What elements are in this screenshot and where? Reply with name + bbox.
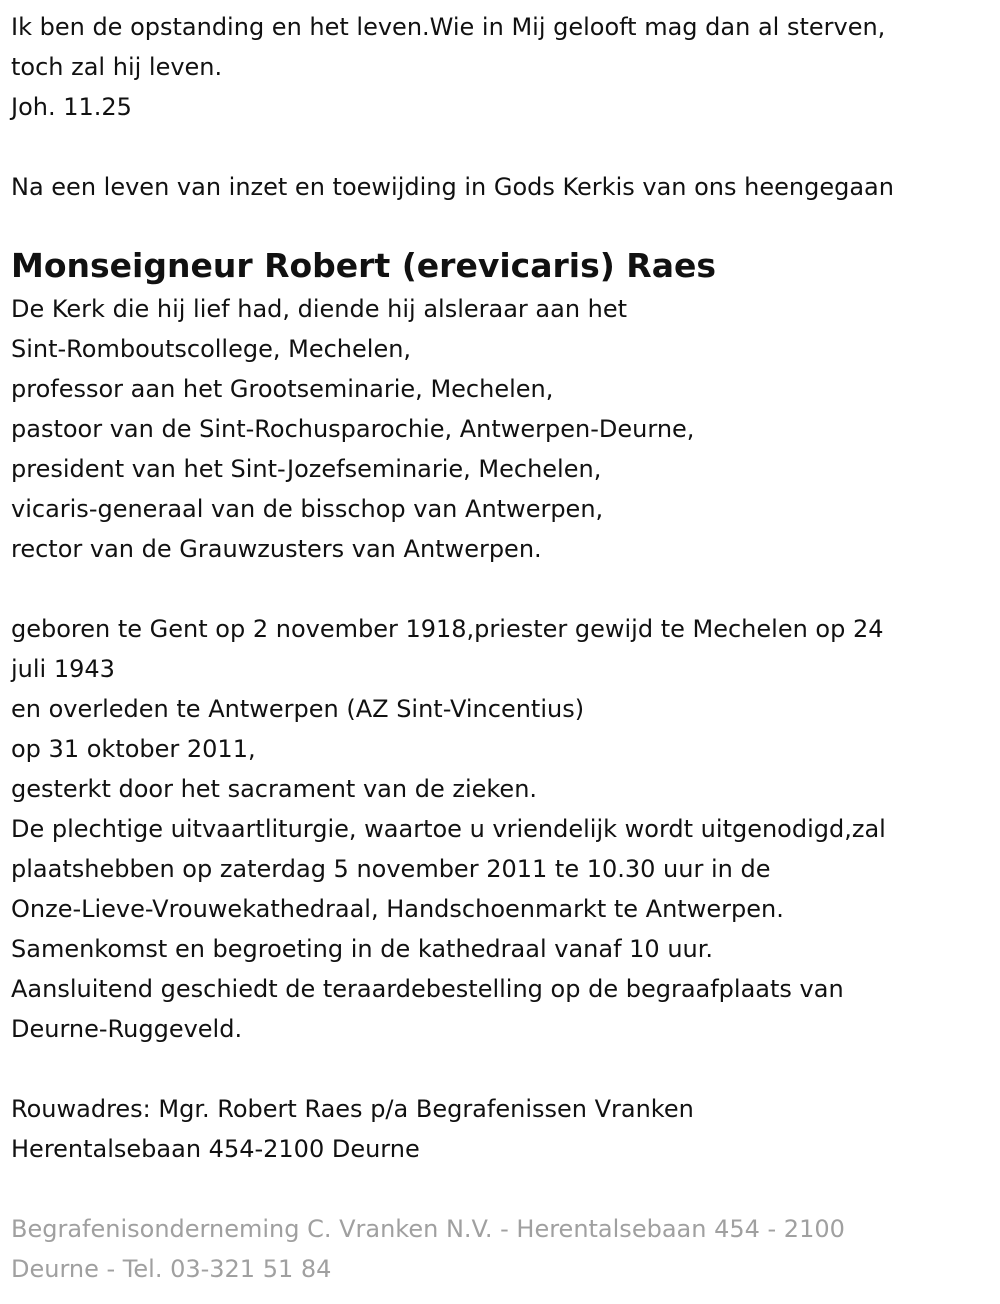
details-line: Onze-Lieve-Vrouwekathedraal, Handschoenmarkt te Antwerpen. xyxy=(11,895,784,923)
details-line: juli 1943 xyxy=(11,655,115,683)
mourning-address xyxy=(11,1089,1000,1169)
bible-quote xyxy=(11,7,1000,127)
quote-line: toch zal hij leven. xyxy=(11,53,223,81)
intro-text: Na een leven van inzet en toewijding in Gods Kerkis van ons heengegaan xyxy=(11,173,894,201)
details-line: Samenkomst en begroeting in de kathedraal vanaf 10 uur. xyxy=(11,935,714,963)
footer-line: Deurne - Tel. 03-321 51 84 xyxy=(11,1255,332,1283)
career-line: professor aan het Grootseminarie, Mechelen, xyxy=(11,375,554,403)
deceased-name: Monseigneur Robert (erevicaris) Raes xyxy=(11,246,716,285)
details-section xyxy=(11,609,1000,1049)
details-line: De plechtige uitvaartliturgie, waartoe u vriendelijk wordt uitgenodigd,zal xyxy=(11,815,886,843)
career-line: De Kerk die hij lief had, diende hij alsleraar aan het xyxy=(11,295,628,323)
details-line: Deurne-Ruggeveld. xyxy=(11,1015,243,1043)
career-section xyxy=(11,289,1000,569)
career-line: rector van de Grauwzusters van Antwerpen. xyxy=(11,535,542,563)
funeral-home-footer xyxy=(11,1209,1000,1289)
quote-line: Ik ben de opstanding en het leven.Wie in Mij gelooft mag dan al sterven, xyxy=(11,13,886,41)
details-line: gesterkt door het sacrament van de zieken. xyxy=(11,775,538,803)
quote-reference: Joh. 11.25 xyxy=(11,93,132,121)
details-line: op 31 oktober 2011, xyxy=(11,735,256,763)
address-line: Rouwadres: Mgr. Robert Raes p/a Begrafenissen Vranken xyxy=(11,1095,694,1123)
career-line: president van het Sint-Jozefseminarie, Mechelen, xyxy=(11,455,602,483)
career-line: vicaris-generaal van de bisschop van Antwerpen, xyxy=(11,495,604,523)
details-line: Aansluitend geschiedt de teraardebestelling op de begraafplaats van xyxy=(11,975,844,1003)
footer-line: Begrafenisonderneming C. Vranken N.V. - Herentalsebaan 454 - 2100 xyxy=(11,1215,845,1243)
address-line: Herentalsebaan 454-2100 Deurne xyxy=(11,1135,420,1163)
career-line: Sint-Romboutscollege, Mechelen, xyxy=(11,335,412,363)
details-line: plaatshebben op zaterdag 5 november 2011 te 10.30 uur in de xyxy=(11,855,771,883)
details-line: en overleden te Antwerpen (AZ Sint-Vincentius) xyxy=(11,695,585,723)
details-line: geboren te Gent op 2 november 1918,priester gewijd te Mechelen op 24 xyxy=(11,615,884,643)
career-line: pastoor van de Sint-Rochusparochie, Antwerpen-Deurne, xyxy=(11,415,695,443)
